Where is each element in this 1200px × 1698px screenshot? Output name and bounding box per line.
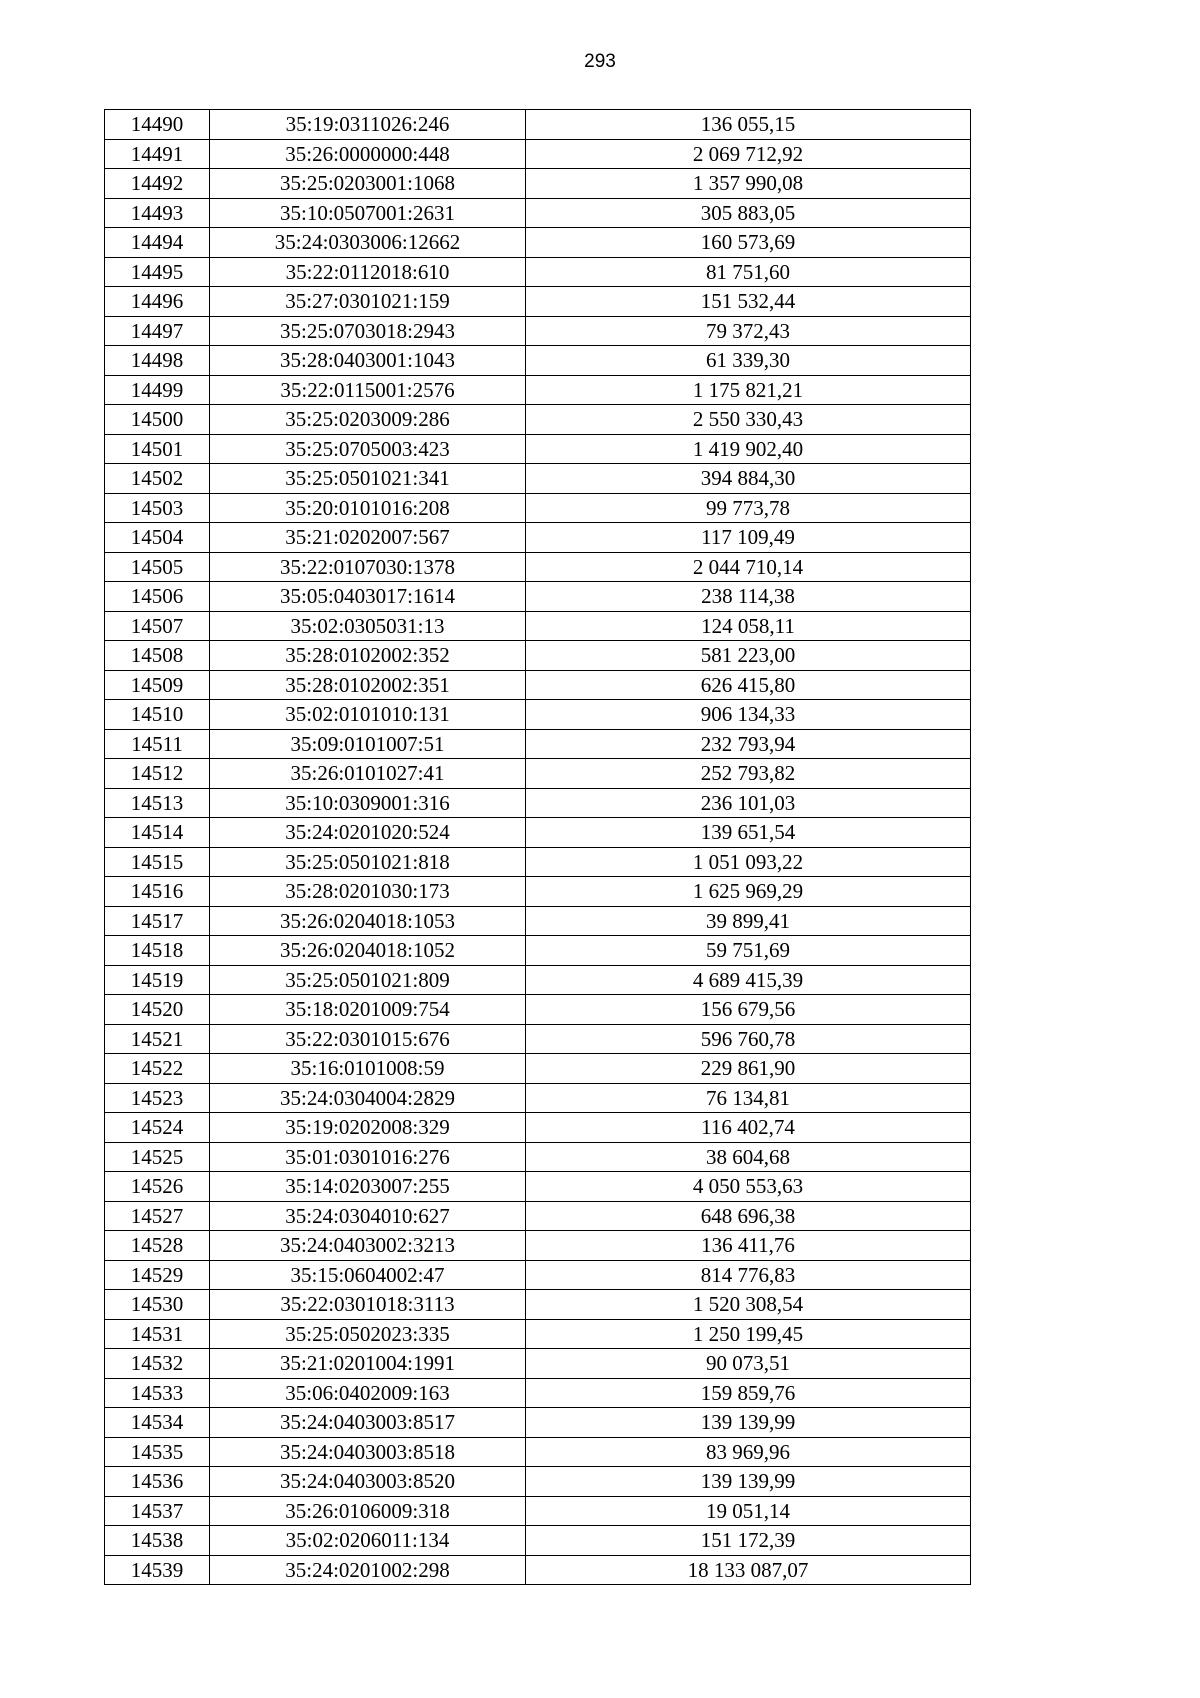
table-row: [105, 257, 971, 287]
cadastral-number-cell: 35:02:0206011:134: [210, 1526, 526, 1556]
table-row: [105, 139, 971, 169]
table-row: [105, 729, 971, 759]
cadastral-value-cell: 156 679,56: [526, 995, 971, 1025]
table-row: [105, 1526, 971, 1556]
row-number-cell: 14508: [105, 641, 210, 671]
table-row: [105, 169, 971, 199]
cadastral-number-cell: 35:25:0501021:809: [210, 965, 526, 995]
table-row: [105, 464, 971, 494]
row-number-cell: 14499: [105, 375, 210, 405]
row-number-cell: 14498: [105, 346, 210, 376]
cadastral-number-cell: 35:05:0403017:1614: [210, 582, 526, 612]
row-number-cell: 14494: [105, 228, 210, 258]
cadastral-value-cell: 906 134,33: [526, 700, 971, 730]
cadastral-value-cell: 648 696,38: [526, 1201, 971, 1231]
row-number-cell: 14500: [105, 405, 210, 435]
row-number-cell: 14490: [105, 110, 210, 140]
table-row: [105, 434, 971, 464]
table-row: [105, 788, 971, 818]
row-number-cell: 14496: [105, 287, 210, 317]
cadastral-number-cell: 35:15:0604002:47: [210, 1260, 526, 1290]
row-number-cell: 14532: [105, 1349, 210, 1379]
cadastral-value-cell: 59 751,69: [526, 936, 971, 966]
cadastral-value-cell: 116 402,74: [526, 1113, 971, 1143]
table-row: [105, 1142, 971, 1172]
table-row: [105, 611, 971, 641]
cadastral-value-cell: 139 139,99: [526, 1467, 971, 1497]
table-row: [105, 493, 971, 523]
cadastral-number-cell: 35:27:0301021:159: [210, 287, 526, 317]
table-row: [105, 316, 971, 346]
row-number-cell: 14493: [105, 198, 210, 228]
cadastral-value-cell: 814 776,83: [526, 1260, 971, 1290]
row-number-cell: 14522: [105, 1054, 210, 1084]
table-row: [105, 847, 971, 877]
table-row: [105, 1054, 971, 1084]
cadastral-number-cell: 35:25:0203009:286: [210, 405, 526, 435]
cadastral-number-cell: 35:10:0309001:316: [210, 788, 526, 818]
row-number-cell: 14535: [105, 1437, 210, 1467]
cadastral-number-cell: 35:28:0102002:352: [210, 641, 526, 671]
row-number-cell: 14513: [105, 788, 210, 818]
cadastral-value-cell: 4 689 415,39: [526, 965, 971, 995]
cadastral-value-cell: 159 859,76: [526, 1378, 971, 1408]
table-row: [105, 1349, 971, 1379]
table-row: [105, 582, 971, 612]
row-number-cell: 14524: [105, 1113, 210, 1143]
table-row: [105, 198, 971, 228]
table-row: [105, 1290, 971, 1320]
cadastral-number-cell: 35:21:0201004:1991: [210, 1349, 526, 1379]
cadastral-value-cell: 90 073,51: [526, 1349, 971, 1379]
table-row: [105, 906, 971, 936]
cadastral-value-cell: 305 883,05: [526, 198, 971, 228]
cadastral-number-cell: 35:25:0703018:2943: [210, 316, 526, 346]
row-number-cell: 14492: [105, 169, 210, 199]
row-number-cell: 14539: [105, 1555, 210, 1585]
table-row: [105, 552, 971, 582]
cadastral-number-cell: 35:22:0301018:3113: [210, 1290, 526, 1320]
cadastral-number-cell: 35:25:0501021:341: [210, 464, 526, 494]
table-row: [105, 1408, 971, 1438]
cadastral-number-cell: 35:26:0204018:1053: [210, 906, 526, 936]
cadastral-number-cell: 35:25:0203001:1068: [210, 169, 526, 199]
row-number-cell: 14537: [105, 1496, 210, 1526]
cadastral-value-cell: 136 055,15: [526, 110, 971, 140]
cadastral-value-cell: 117 109,49: [526, 523, 971, 553]
row-number-cell: 14534: [105, 1408, 210, 1438]
cadastral-value-cell: 1 419 902,40: [526, 434, 971, 464]
cadastral-value-table: [104, 109, 971, 1585]
row-number-cell: 14521: [105, 1024, 210, 1054]
table-row: [105, 1467, 971, 1497]
row-number-cell: 14520: [105, 995, 210, 1025]
table-row: [105, 700, 971, 730]
row-number-cell: 14505: [105, 552, 210, 582]
row-number-cell: 14538: [105, 1526, 210, 1556]
cadastral-number-cell: 35:26:0000000:448: [210, 139, 526, 169]
cadastral-value-cell: 81 751,60: [526, 257, 971, 287]
table-row: [105, 110, 971, 140]
cadastral-value-cell: 136 411,76: [526, 1231, 971, 1261]
cadastral-value-cell: 61 339,30: [526, 346, 971, 376]
row-number-cell: 14525: [105, 1142, 210, 1172]
row-number-cell: 14491: [105, 139, 210, 169]
cadastral-number-cell: 35:24:0201020:524: [210, 818, 526, 848]
cadastral-value-cell: 139 139,99: [526, 1408, 971, 1438]
cadastral-value-cell: 160 573,69: [526, 228, 971, 258]
table-row: [105, 936, 971, 966]
row-number-cell: 14509: [105, 670, 210, 700]
cadastral-number-cell: 35:18:0201009:754: [210, 995, 526, 1025]
cadastral-number-cell: 35:22:0112018:610: [210, 257, 526, 287]
cadastral-number-cell: 35:25:0501021:818: [210, 847, 526, 877]
row-number-cell: 14523: [105, 1083, 210, 1113]
row-number-cell: 14511: [105, 729, 210, 759]
cadastral-value-cell: 238 114,38: [526, 582, 971, 612]
cadastral-value-cell: 39 899,41: [526, 906, 971, 936]
cadastral-number-cell: 35:22:0301015:676: [210, 1024, 526, 1054]
cadastral-value-cell: 236 101,03: [526, 788, 971, 818]
table-row: [105, 523, 971, 553]
row-number-cell: 14519: [105, 965, 210, 995]
cadastral-number-cell: 35:24:0403003:8518: [210, 1437, 526, 1467]
row-number-cell: 14531: [105, 1319, 210, 1349]
cadastral-number-cell: 35:28:0201030:173: [210, 877, 526, 907]
cadastral-value-cell: 252 793,82: [526, 759, 971, 789]
row-number-cell: 14501: [105, 434, 210, 464]
cadastral-value-cell: 1 357 990,08: [526, 169, 971, 199]
row-number-cell: 14518: [105, 936, 210, 966]
row-number-cell: 14515: [105, 847, 210, 877]
row-number-cell: 14517: [105, 906, 210, 936]
cadastral-value-cell: 18 133 087,07: [526, 1555, 971, 1585]
cadastral-value-cell: 79 372,43: [526, 316, 971, 346]
cadastral-value-cell: 232 793,94: [526, 729, 971, 759]
cadastral-number-cell: 35:09:0101007:51: [210, 729, 526, 759]
cadastral-number-cell: 35:22:0115001:2576: [210, 375, 526, 405]
row-number-cell: 14536: [105, 1467, 210, 1497]
table-row: [105, 995, 971, 1025]
table-row: [105, 228, 971, 258]
cadastral-value-cell: 229 861,90: [526, 1054, 971, 1084]
cadastral-value-cell: 83 969,96: [526, 1437, 971, 1467]
table-row: [105, 1083, 971, 1113]
cadastral-value-cell: 2 550 330,43: [526, 405, 971, 435]
row-number-cell: 14512: [105, 759, 210, 789]
table-row: [105, 1437, 971, 1467]
row-number-cell: 14528: [105, 1231, 210, 1261]
row-number-cell: 14495: [105, 257, 210, 287]
row-number-cell: 14533: [105, 1378, 210, 1408]
cadastral-value-cell: 124 058,11: [526, 611, 971, 641]
cadastral-number-cell: 35:16:0101008:59: [210, 1054, 526, 1084]
row-number-cell: 14504: [105, 523, 210, 553]
table-row: [105, 818, 971, 848]
cadastral-value-cell: 1 520 308,54: [526, 1290, 971, 1320]
page-number: 293: [584, 51, 616, 72]
cadastral-value-cell: 151 532,44: [526, 287, 971, 317]
table-row: [105, 287, 971, 317]
cadastral-number-cell: 35:14:0203007:255: [210, 1172, 526, 1202]
row-number-cell: 14510: [105, 700, 210, 730]
table-row: [105, 1378, 971, 1408]
table-row: [105, 1260, 971, 1290]
row-number-cell: 14506: [105, 582, 210, 612]
table-row: [105, 1113, 971, 1143]
cadastral-number-cell: 35:06:0402009:163: [210, 1378, 526, 1408]
table-row: [105, 670, 971, 700]
table-row: [105, 1024, 971, 1054]
table-row: [105, 405, 971, 435]
cadastral-number-cell: 35:19:0202008:329: [210, 1113, 526, 1143]
cadastral-value-cell: 596 760,78: [526, 1024, 971, 1054]
cadastral-number-cell: 35:10:0507001:2631: [210, 198, 526, 228]
row-number-cell: 14529: [105, 1260, 210, 1290]
cadastral-number-cell: 35:21:0202007:567: [210, 523, 526, 553]
cadastral-number-cell: 35:24:0304010:627: [210, 1201, 526, 1231]
cadastral-number-cell: 35:26:0101027:41: [210, 759, 526, 789]
cadastral-value-cell: 1 051 093,22: [526, 847, 971, 877]
cadastral-value-cell: 38 604,68: [526, 1142, 971, 1172]
table-row: [105, 1231, 971, 1261]
cadastral-number-cell: 35:24:0304004:2829: [210, 1083, 526, 1113]
cadastral-value-cell: 19 051,14: [526, 1496, 971, 1526]
table-row: [105, 1496, 971, 1526]
row-number-cell: 14527: [105, 1201, 210, 1231]
cadastral-number-cell: 35:25:0705003:423: [210, 434, 526, 464]
row-number-cell: 14507: [105, 611, 210, 641]
cadastral-value-cell: 4 050 553,63: [526, 1172, 971, 1202]
table-row: [105, 641, 971, 671]
table-body: [105, 110, 971, 1585]
table-row: [105, 877, 971, 907]
cadastral-number-cell: 35:22:0107030:1378: [210, 552, 526, 582]
table-row: [105, 965, 971, 995]
row-number-cell: 14502: [105, 464, 210, 494]
table-row: [105, 1201, 971, 1231]
cadastral-number-cell: 35:26:0204018:1052: [210, 936, 526, 966]
table-row: [105, 1555, 971, 1585]
table-row: [105, 346, 971, 376]
cadastral-number-cell: 35:24:0201002:298: [210, 1555, 526, 1585]
cadastral-number-cell: 35:19:0311026:246: [210, 110, 526, 140]
cadastral-value-cell: 1 250 199,45: [526, 1319, 971, 1349]
row-number-cell: 14530: [105, 1290, 210, 1320]
cadastral-number-cell: 35:26:0106009:318: [210, 1496, 526, 1526]
row-number-cell: 14516: [105, 877, 210, 907]
cadastral-number-cell: 35:24:0303006:12662: [210, 228, 526, 258]
cadastral-number-cell: 35:02:0101010:131: [210, 700, 526, 730]
table-row: [105, 1319, 971, 1349]
table-row: [105, 759, 971, 789]
cadastral-number-cell: 35:28:0102002:351: [210, 670, 526, 700]
cadastral-number-cell: 35:24:0403002:3213: [210, 1231, 526, 1261]
row-number-cell: 14497: [105, 316, 210, 346]
cadastral-value-cell: 1 625 969,29: [526, 877, 971, 907]
cadastral-value-cell: 581 223,00: [526, 641, 971, 671]
cadastral-value-cell: 2 044 710,14: [526, 552, 971, 582]
cadastral-number-cell: 35:02:0305031:13: [210, 611, 526, 641]
row-number-cell: 14514: [105, 818, 210, 848]
cadastral-number-cell: 35:20:0101016:208: [210, 493, 526, 523]
cadastral-number-cell: 35:24:0403003:8517: [210, 1408, 526, 1438]
cadastral-value-cell: 151 172,39: [526, 1526, 971, 1556]
cadastral-value-cell: 139 651,54: [526, 818, 971, 848]
cadastral-value-cell: 2 069 712,92: [526, 139, 971, 169]
row-number-cell: 14526: [105, 1172, 210, 1202]
cadastral-number-cell: 35:28:0403001:1043: [210, 346, 526, 376]
table-row: [105, 375, 971, 405]
cadastral-number-cell: 35:25:0502023:335: [210, 1319, 526, 1349]
row-number-cell: 14503: [105, 493, 210, 523]
cadastral-value-cell: 76 134,81: [526, 1083, 971, 1113]
cadastral-value-cell: 1 175 821,21: [526, 375, 971, 405]
cadastral-number-cell: 35:24:0403003:8520: [210, 1467, 526, 1497]
cadastral-value-cell: 394 884,30: [526, 464, 971, 494]
cadastral-value-cell: 626 415,80: [526, 670, 971, 700]
cadastral-number-cell: 35:01:0301016:276: [210, 1142, 526, 1172]
table-row: [105, 1172, 971, 1202]
cadastral-value-cell: 99 773,78: [526, 493, 971, 523]
